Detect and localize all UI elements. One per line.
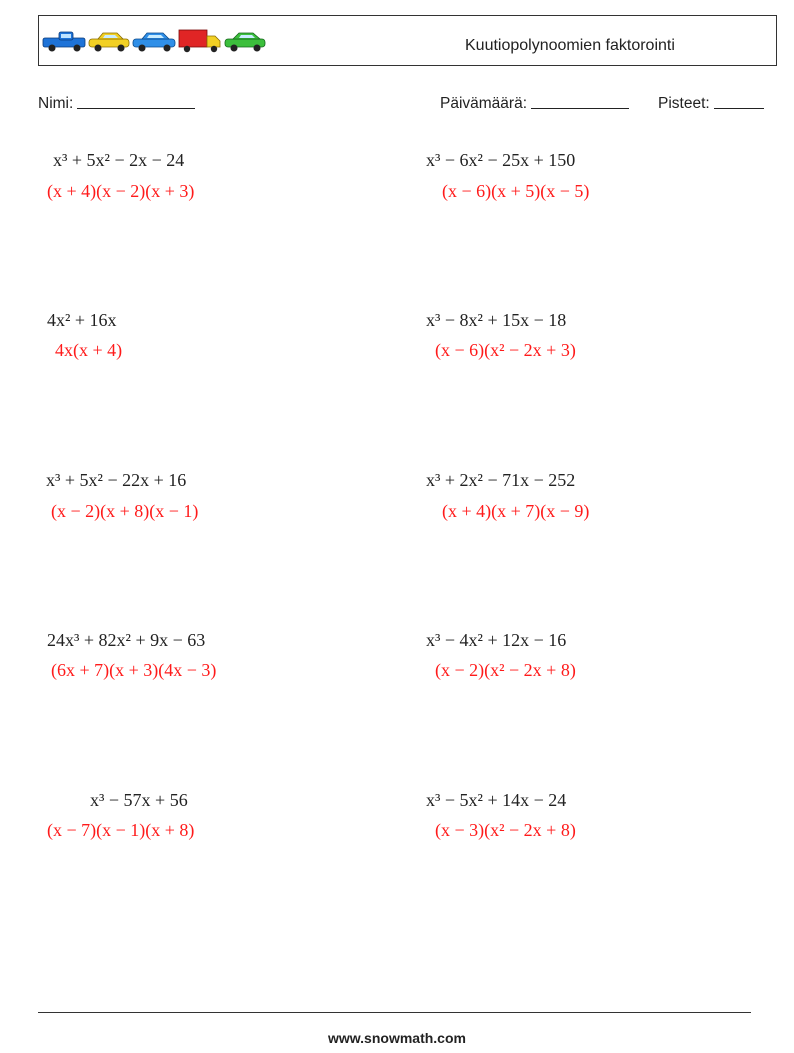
problem-answer: (x − 6)(x + 5)(x − 5) [442, 181, 590, 201]
date-label: Päivämäärä: [440, 95, 528, 112]
blue-car-icon [133, 33, 175, 52]
problem-answer: (x + 4)(x − 2)(x + 3) [47, 181, 195, 201]
problem-question: x³ − 6x² − 25x + 150 [426, 150, 576, 170]
problem-question: x³ + 5x² − 22x + 16 [46, 470, 187, 490]
problem-answer: (x − 2)(x² − 2x + 8) [435, 660, 576, 680]
score-label: Pisteet: [658, 95, 710, 112]
problem-question: 4x² + 16x [47, 310, 117, 330]
worksheet-title: Kuutiopolynoomien faktorointi [465, 37, 675, 54]
yellow-car-icon [89, 33, 129, 52]
footer-url[interactable]: www.snowmath.com [328, 1030, 466, 1046]
problem-answer: (x − 2)(x + 8)(x − 1) [51, 501, 199, 521]
problem-answer: (x + 4)(x + 7)(x − 9) [442, 501, 590, 521]
problem-question: 24x³ + 82x² + 9x − 63 [47, 630, 206, 650]
red-truck-icon [179, 30, 220, 52]
problem-question: x³ + 2x² − 71x − 252 [426, 470, 576, 490]
score-field[interactable] [658, 94, 764, 113]
green-car-icon [225, 33, 265, 52]
problem-question: x³ − 8x² + 15x − 18 [426, 310, 567, 330]
worksheet-header [38, 15, 777, 66]
name-line[interactable] [77, 94, 195, 109]
problem-answer: (x − 6)(x² − 2x + 3) [435, 340, 576, 360]
problem-question: x³ − 57x + 56 [90, 790, 188, 810]
problem-question: x³ − 4x² + 12x − 16 [426, 630, 567, 650]
name-label: Nimi: [38, 95, 74, 112]
blue-pickup-icon [43, 32, 85, 52]
problem-answer: (x − 3)(x² − 2x + 8) [435, 820, 576, 840]
date-field[interactable] [440, 94, 629, 113]
date-line[interactable] [531, 94, 629, 109]
problem-answer: (6x + 7)(x + 3)(4x − 3) [51, 660, 217, 680]
problem-question: x³ + 5x² − 2x − 24 [53, 150, 185, 170]
score-line[interactable] [714, 94, 764, 109]
car-icons [41, 28, 271, 54]
name-field[interactable] [38, 94, 195, 113]
problem-question: x³ − 5x² + 14x − 24 [426, 790, 567, 810]
footer-divider [38, 1012, 751, 1013]
problem-answer: (x − 7)(x − 1)(x + 8) [47, 820, 195, 840]
problem-answer: 4x(x + 4) [55, 340, 123, 360]
